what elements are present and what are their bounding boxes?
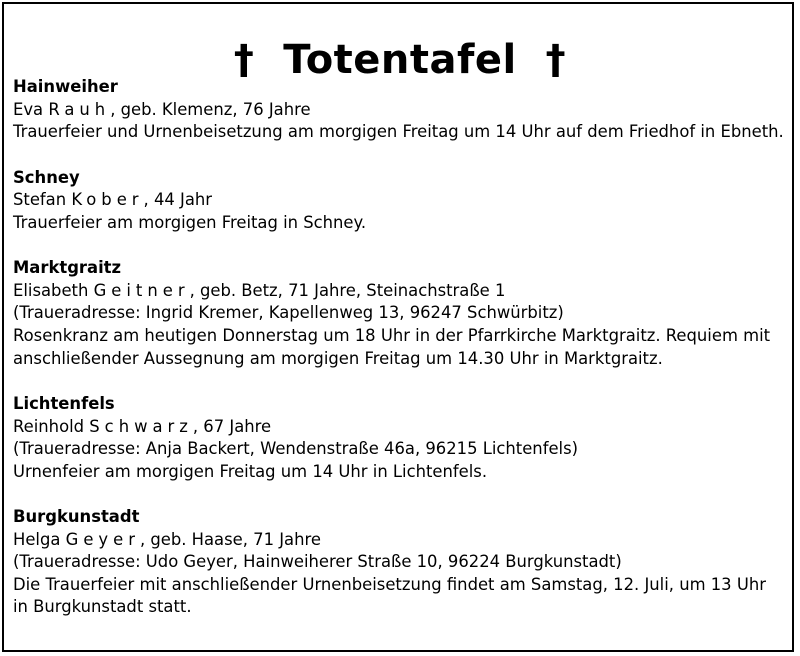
surname: Geyer [65, 529, 140, 549]
deceased-line [13, 416, 785, 439]
first-name: Reinhold [13, 416, 85, 436]
notice-text: Die Trauerfeier mit anschließender Urnenbeisetzung findet am Samstag, 12. Juli, um 13 Uhr in Burgkunstadt statt. [13, 574, 766, 617]
surname: Geitner [93, 280, 190, 300]
first-name: Stefan [13, 190, 67, 210]
mourning-address: (Traueradresse: Udo Geyer, Hainweiherer Straße 10, 96224 Burgkunstadt) [13, 552, 622, 572]
notice-text: Trauerfeier und Urnenbeisetzung am morgigen Freitag um 14 Uhr auf dem Friedhof in Ebneth. [13, 122, 784, 142]
obituary-entry-marktgraitz [13, 257, 785, 370]
deceased-details: , geb. Betz, 71 Jahre, Steinachstraße 1 [189, 280, 506, 300]
page-title: † Totentafel † [233, 37, 567, 83]
obituary-entry-schney [13, 167, 785, 235]
first-name: Helga [13, 529, 61, 549]
place-heading: Hainweiher [13, 77, 118, 96]
deceased-details: , geb. Haase, 71 Jahre [139, 529, 321, 549]
deceased-line [13, 189, 785, 212]
deceased-details: , 67 Jahre [192, 416, 272, 436]
mourning-address: (Traueradresse: Ingrid Kremer, Kapellenweg 13, 96247 Schwürbitz) [13, 303, 564, 323]
place-heading: Burgkunstadt [13, 507, 140, 527]
obituary-list [13, 76, 785, 642]
notice-text: Trauerfeier am morgigen Freitag in Schney. [13, 212, 367, 232]
deceased-line [13, 529, 785, 552]
surname: Kober [71, 190, 144, 210]
mourning-address: (Traueradresse: Anja Backert, Wendenstraße 46a, 96215 Lichtenfels) [13, 439, 579, 459]
place-heading: Marktgraitz [13, 258, 122, 278]
place-heading: Schney [13, 167, 80, 187]
notice-text: Urnenfeier am morgigen Freitag um 14 Uhr in Lichtenfels. [13, 461, 488, 481]
obituary-entry-burgkunstadt [13, 506, 785, 619]
first-name: Eva [13, 99, 44, 119]
deceased-line [13, 99, 785, 122]
surname: Rauh [48, 99, 111, 119]
obituary-entry-hainweiher [13, 76, 785, 144]
deceased-details: , geb. Klemenz, 76 Jahre [110, 99, 311, 119]
place-heading: Lichtenfels [13, 393, 115, 413]
deceased-details: , 44 Jahr [143, 190, 213, 210]
obituary-entry-lichtenfels [13, 393, 785, 483]
deceased-line [13, 280, 785, 303]
notice-text: Rosenkranz am heutigen Donnerstag um 18 Uhr in der Pfarrkirche Marktgraitz. Requiem mit anschließender Aussegnung am morgigen Freitag um 14.30 Uhr in Marktgraitz. [13, 325, 771, 368]
first-name: Elisabeth [13, 280, 89, 300]
surname: Schwarz [89, 416, 193, 436]
